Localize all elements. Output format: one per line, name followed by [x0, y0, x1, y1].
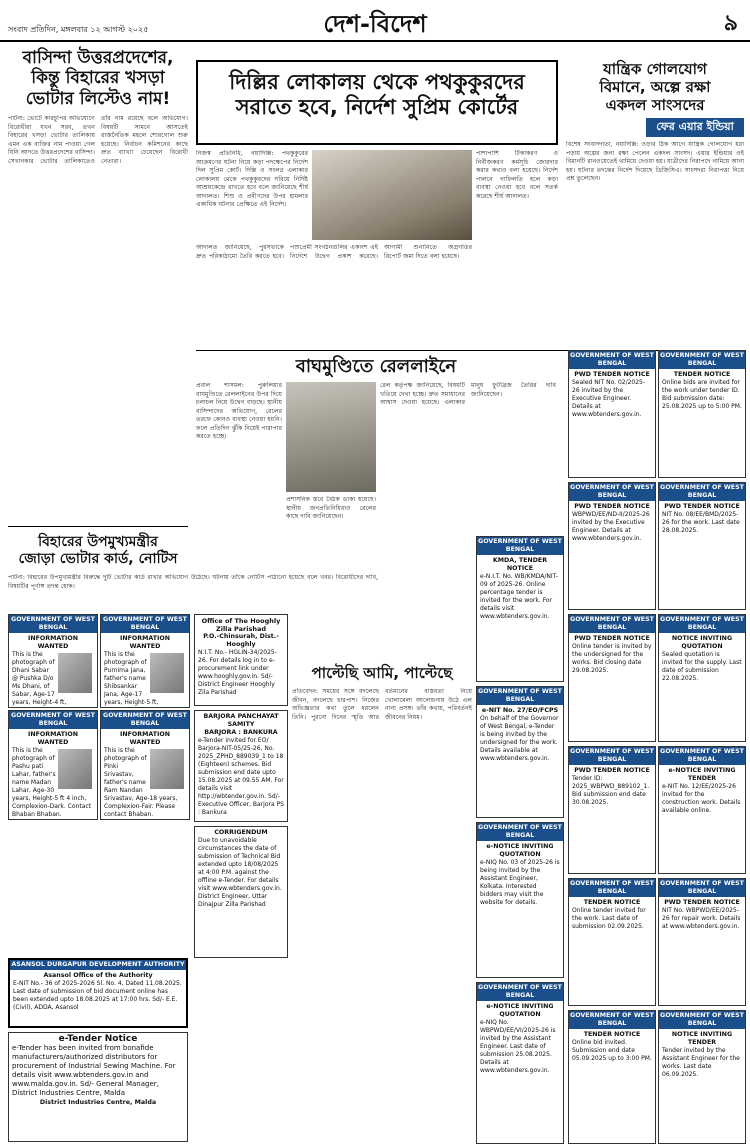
- ad-barjora: BARJORA PANCHAYAT SAMITY BARJORA : BANKURA e-Tender invited for EO/ Barjora-NIT-05/25-26, No. 2025_ZPHD_889039_1 to 18 (Eighteen) schemes. Bid submission end date upto 15.08.2025 at 09.55 AM. For details visit http://wbtender.gov.in. Sd/- Executive Officer, Barjora PS : Bankura: [194, 710, 288, 822]
- story-center-lead-headline: দিল্লির লোকালয় থেকে পথকুকুরদের সরাতে হবে, নির্দেশ সুপ্রিম কোর্টের: [229, 70, 525, 120]
- ad-tender-r9: GOVERNMENT OF WEST BENGAL TENDER NOTICE Online tender invited for the work. Last date of submission 02.09.2025.: [568, 878, 656, 1006]
- story-center-lead-body-a: নিজস্ব প্রতিনিধি, নয়াদিল্লি: পথকুকুরের আক্রমণের ঘটনা নিয়ে কড়া পদক্ষেপের নির্দেশ দিল সুপ্রিম কোর্ট। দিল্লি ও সংলগ্ন এলাকার লোকালয় থেকে পথকুকুরদের সরিয়ে নির্দিষ্ট আশ্রয়কেন্দ্রে রাখতে হবে বলে জানিয়েছে শীর্ষ আদালত। শিশু ও প্রবীণদের উপর হামলার একাধিক ঘটনার প্রেক্ষিতে এই নির্দেশ।: [196, 150, 308, 208]
- story-left-second: [8, 534, 188, 568]
- ad-tender-r12: GOVERNMENT OF WEST BENGAL NOTICE INVITING TENDER Tender invited by the Assistant Engineer for the works. Last date 06.09.2025.: [658, 1010, 746, 1144]
- story-center-second-headline: বাঘমুণ্ডিতে রেললাইনে: [295, 356, 457, 377]
- person-photo: [150, 653, 184, 693]
- story-right-top-tag: ফের এয়ার ইন্ডিয়া: [646, 118, 744, 137]
- ad-hooghly-zilla-parishad: Office of The Hooghly Zilla Parishad P.O.-Chinsurah, Dist.-Hooghly N.I.T. No.- HGLIN-34/2025-26. For details log in to e-procurement link under www.hooghly.gov.in. Sd/- District Engineer Hooghly Zila Parishad: [194, 614, 288, 706]
- story-center-lead-headline-box: [196, 60, 558, 145]
- dateline: সংবাদ প্রতিদিন, মঙ্গলবার ১২ আগস্ট ২০২৫: [8, 25, 149, 34]
- story-right-top-body: বিশেষ সংবাদদাতা, নয়াদিল্লি: ওড়ার ঠিক আগে যান্ত্রিক গোলযোগ ধরা পড়ায় অল্পের জন্য রক্ষা পেলেন একদল সাংসদ। এয়ার ইন্ডিয়ার ওই বিমানটি রানওয়েতেই থামিয়ে দেওয়া হয়। যাত্রীদের নিরাপদে নামিয়ে আনা হয়। ঘটনার তদন্তের নির্দেশ দিয়েছে ডিজিসিএ। সাংসদরা নিরাপত্তা নিয়ে প্রশ্ন তুলেছেন।: [566, 141, 744, 182]
- ad-tender-r4: GOVERNMENT OF WEST BENGAL PWD TENDER NOTICE NIT No. 08/EE/BMD/2025-26 for the work. Last date 28.08.2025.: [658, 482, 746, 610]
- ad-info-wanted-1: GOVERNMENT OF WEST BENGAL INFORMATION WANTED This is the photograph of Dhani Sabar @ Pushka D/o Ms Dhani, of Sabar, Age-17 years, Height-4 ft,: [8, 614, 98, 708]
- page-number: ৯: [723, 11, 738, 36]
- masthead: [0, 0, 750, 42]
- ad-malda: e-Tender Notice e-Tender has been invited from bonafide manufacturers/authorized distributors for procurement of Industrial Sewing Machine. For details visit www.wbtenders.gov.in and www.malda.gov.in. Sd/- General Manager, District Industries Centre, Malda District Industries Centre, Malda: [8, 1032, 188, 1142]
- person-photo: [58, 749, 92, 789]
- ad-info-wanted-4: GOVERNMENT OF WEST BENGAL INFORMATION WANTED This is the photograph of Pinki Srivastav, father's name Ram Nandan Srivastav, Age-18 years, Complexion-Fair. Please contact Bhaban.: [100, 710, 190, 820]
- ad-tender-r1: GOVERNMENT OF WEST BENGAL PWD TENDER NOTICE Sealed NIT No. 02/2025-26 invited by the Executive Engineer. Details at www.wbtenders.gov.in.: [568, 350, 656, 478]
- ad-tender-mid-b: GOVERNMENT OF WEST BENGAL e-NIT No. 27/EO/FCPS On behalf of the Governor of West Bengal, e-Tender is being invited by the undersigned for the work. Details available at www.wbtenders.gov.in.: [476, 686, 564, 818]
- ad-asansol: ASANSOL DURGAPUR DEVELOPMENT AUTHORITY Asansol Office of the Authority E-NIT No.- 36 of 2025-2026 Sl. No. 4, Dated 11.08.2025. Last date of submission of bid document online has been extended upto 18.08.2025 at 17:00 hrs. Sd/- E.E.(Civil), ADDA, Asansol: [8, 958, 188, 1028]
- rail-photo: [286, 382, 376, 492]
- story-center-third-body: প্রতিবেদন: সময়ের সঙ্গে বদলেছে জীবন, বদলেছে চারপাশ। নিজের অভিজ্ঞতার কথা তুলে ধরলেন তিনি। পুরনো দিনের স্মৃতি আর বর্তমানের বাস্তবতা নিয়ে খোলামেলা আলোচনায় উঠে এল নানা প্রসঙ্গ। তাঁর কথায়, পরিবর্তনই জীবনের নিয়ম।: [292, 688, 472, 721]
- story-center-third-headline: পাল্টেছি আমি, পাল্টেছে: [311, 664, 453, 682]
- story-center-second-body-a: প্রবাল শাসমল: পুরুলিয়ার বাঘমুণ্ডিতে রেললাইনের উপর দিয়ে চলাচল নিয়ে উদ্বেগ বাড়ছে। স্থানীয় বাসিন্দাদের অভিযোগ, রেলের তরফে কোনও ব্যবস্থা নেওয়া হয়নি। ফলে প্রতিদিন ঝুঁকি নিয়েই পারাপার করতে হচ্ছে।: [196, 382, 282, 440]
- ad-kmda: GOVERNMENT OF WEST BENGAL KMDA, TENDER NOTICE e-N.I.T. No. WB/KMDA/NIT-09 of 2025-26. Online percentage tender is invited for the work. For details visit www.wbtenders.gov.in.: [476, 536, 564, 682]
- story-left-top: [8, 48, 188, 445]
- page-section-title: দেশ-বিদেশ: [323, 10, 427, 38]
- ad-tender-r7: GOVERNMENT OF WEST BENGAL PWD TENDER NOTICE Tender ID: 2025_WBPWD_889102_1. Bid submission end date 30.08.2025.: [568, 746, 656, 874]
- ad-tender-r3: GOVERNMENT OF WEST BENGAL PWD TENDER NOTICE WBPWD/EE/ND-II/2025-26 invited by the Executive Engineer. Details at www.wbtenders.gov.in.: [568, 482, 656, 610]
- story-left-top-body: পাটনা: ভোটে কারচুপির অভিযোগে বিরোধীরা যখন সরব, তখন বিহারের খসড়া ভোটার তালিকায় এমন এক ব্যক্তির নাম পাওয়া গেল যিনি আদতে উত্তরপ্রদেশের বাসিন্দা। সেখানকার ভোটার তালিকাতেও তাঁর নাম রয়েছে বলে অভিযোগ। বিষয়টি সামনে আসতেই রাজনৈতিক মহলে শোরগোল শুরু হয়েছে। নির্বাচন কমিশনের কাছে দ্রুত ব্যাখ্যা চেয়েছেন বিরোধী নেতারা।: [8, 115, 188, 165]
- person-photo: [58, 653, 92, 693]
- ad-tender-r2: GOVERNMENT OF WEST BENGAL TENDER NOTICE Online bids are invited for the work under tender ID. Bid submission date: 25.08.2025 up to 5:00 PM.: [658, 350, 746, 478]
- story-left-second-body: পাটনা: বিহারের উপমুখ্যমন্ত্রীর বিরুদ্ধে দুটি ভোটার কার্ড রাখার অভিযোগ উঠেছে। ঘটনায় তাঁকে নোটিস পাঠানো হয়েছে বলে খবর। বিরোধীদের দাবি, বিষয়টির পূর্ণাঙ্গ তদন্ত হোক।: [8, 574, 378, 590]
- ad-tender-r11: GOVERNMENT OF WEST BENGAL TENDER NOTICE Online bid invited. Submission end date 05.09.2025 up to 3:00 PM.: [568, 1010, 656, 1144]
- ad-corrigendum: CORRIGENDUM Due to unavoidable circumstances the date of submission of Technical Bid extended upto 18/08/2025 at 4:00 P.M. against the offline e-Tender. For details visit www.wbtenders.gov.in. District Engineer, Uttar Dinajpur Zilla Parishad: [194, 826, 288, 958]
- ad-info-wanted-3: GOVERNMENT OF WEST BENGAL INFORMATION WANTED This is the photograph of Pashu pati Lahar, father's name Madan Lahar, Age-30 years, Height-5 ft 4 inch, Complexion-Dark. Contact Bhaban Bhaban.: [8, 710, 98, 820]
- divider: [8, 526, 188, 527]
- dog-photo: [312, 150, 472, 240]
- ad-tender-r6: GOVERNMENT OF WEST BENGAL NOTICE INVITING QUOTATION Sealed quotation is invited for the supply. Last date of submission 22.08.2025.: [658, 614, 746, 742]
- ad-info-wanted-2: GOVERNMENT OF WEST BENGAL INFORMATION WANTED This is the photograph of Purnima Jana, father's name Shibsankar Jana, Age-17 years, Height-5 ft,: [100, 614, 190, 708]
- story-left-top-headline: বাসিন্দা উত্তরপ্রদেশের, কিন্তু বিহারের খসড়া ভোটার লিস্টেও নাম!: [22, 48, 174, 109]
- story-right-top: [566, 60, 744, 309]
- ad-tender-r8: GOVERNMENT OF WEST BENGAL e-NOTICE INVITING TENDER e-NIT No. 12/EE/2025-26 invited for the construction work. Details available online.: [658, 746, 746, 874]
- story-center-lead-body-c: পাশাপাশি টিকাকরণ ও নির্বীজকরণ কর্মসূচি জোরদার করার কথাও বলা হয়েছে। নির্দেশ পালনে গাফিলতি হলে কড়া ব্যবস্থা নেওয়া হবে বলে সতর্ক করেছে শীর্ষ আদালত।: [476, 150, 558, 200]
- story-center-second-body-b: রেল কর্তৃপক্ষ জানিয়েছে, বিষয়টি খতিয়ে দেখা হচ্ছে। দ্রুত সমাধানের আশ্বাস দেওয়া হয়েছে। এলাকার মানুষ ফুটব্রিজ তৈরির দাবি জানিয়েছেন।: [380, 382, 556, 406]
- person-photo: [150, 749, 184, 789]
- story-center-second-body-c: প্রশাসনিক স্তরে বৈঠক ডাকা হয়েছে। স্থানীয় জনপ্রতিনিধিরাও রেলের কাছে দাবি জানিয়েছেন।: [286, 496, 376, 520]
- story-center-lead-body-b: আদালত জানিয়েছে, পুরসভাকে দ্রুত পরিকাঠামো তৈরি করতে হবে। পশুপ্রেমী সংগঠনগুলির একাংশ এই নির্দেশে উদ্বেগ প্রকাশ করেছে। আগামী শুনানিতে অগ্রগতির রিপোর্ট জমা দিতে বলা হয়েছে।: [196, 244, 472, 260]
- ad-tender-mid-c: GOVERNMENT OF WEST BENGAL e-NOTICE INVITING QUOTATION e-NIQ No. 03 of 2025-26 is being invited by the Assistant Engineer, Kolkata. Interested bidders may visit the website for details.: [476, 822, 564, 978]
- ad-tender-r10: GOVERNMENT OF WEST BENGAL PWD TENDER NOTICE NIT No. WBPWD/EE/2025-26 for repair work. Details at www.wbtenders.gov.in.: [658, 878, 746, 1006]
- ad-tender-r5: GOVERNMENT OF WEST BENGAL PWD TENDER NOTICE Online tender is invited by the undersigned for the works. Bid closing date 29.08.2025.: [568, 614, 656, 742]
- story-left-second-headline: বিহারের উপমুখ্যমন্ত্রীর জোড়া ভোটার কার্ড, নোটিস: [18, 534, 178, 567]
- story-right-top-headline: যান্ত্রিক গোলযোগ বিমানে, অল্পে রক্ষা একদল সাংসদের: [599, 60, 711, 114]
- ad-tender-mid-d: GOVERNMENT OF WEST BENGAL e-NOTICE INVITING QUOTATION e-NIQ No. WBPWD/EE/VI/2025-26 is invited by the Assistant Engineer. Last date of submission 25.08.2025. Details at www.wbtenders.gov.in.: [476, 982, 564, 1144]
